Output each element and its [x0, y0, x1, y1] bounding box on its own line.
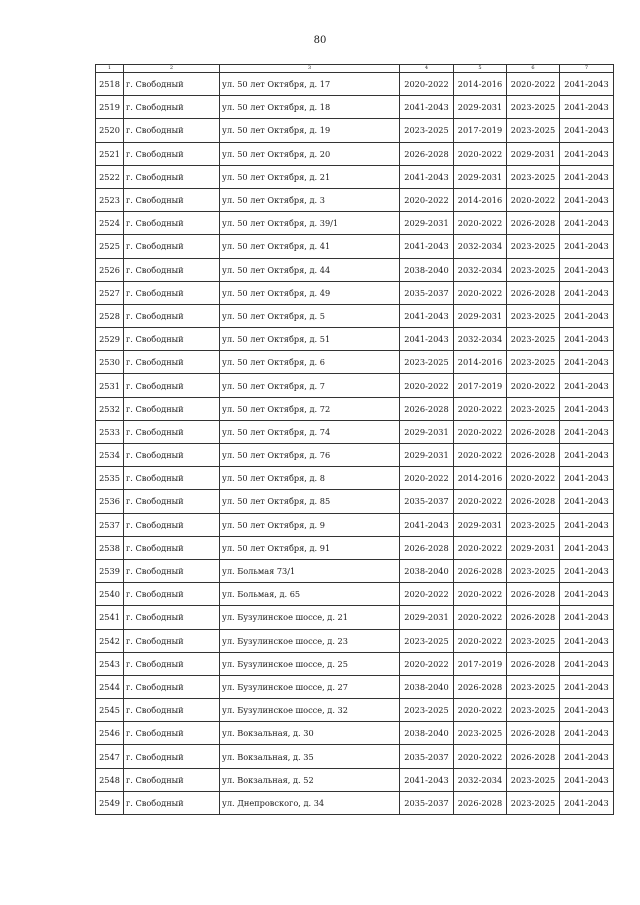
row-number: 2549	[96, 791, 124, 814]
city-cell: г. Свободный	[124, 119, 220, 142]
period-cell-6: 2026-2028	[507, 212, 560, 235]
period-cell-6: 2023-2025	[507, 629, 560, 652]
city-cell: г. Свободный	[124, 722, 220, 745]
address-cell: ул. 50 лет Октября, д. 21	[220, 165, 400, 188]
table-row	[96, 583, 614, 606]
period-cell-4: 2020-2022	[400, 652, 454, 675]
period-cell-7: 2041-2043	[560, 142, 614, 165]
row-number: 2544	[96, 675, 124, 698]
address-cell: ул. 50 лет Октября, д. 41	[220, 235, 400, 258]
address-cell: ул. Бузулинское шоссе, д. 21	[220, 606, 400, 629]
address-cell: ул. Бузулинское шоссе, д. 32	[220, 699, 400, 722]
row-number: 2547	[96, 745, 124, 768]
city-cell: г. Свободный	[124, 397, 220, 420]
table-row	[96, 328, 614, 351]
address-cell: ул. Больмая 73/1	[220, 559, 400, 582]
row-number: 2532	[96, 397, 124, 420]
table-row	[96, 351, 614, 374]
column-header: 5	[454, 65, 507, 73]
period-cell-7: 2041-2043	[560, 212, 614, 235]
address-cell: ул. 50 лет Октября, д. 49	[220, 281, 400, 304]
row-number: 2540	[96, 583, 124, 606]
address-cell: ул. Днепровского, д. 34	[220, 791, 400, 814]
period-cell-6: 2026-2028	[507, 745, 560, 768]
period-cell-7: 2041-2043	[560, 722, 614, 745]
period-cell-5: 2017-2019	[454, 652, 507, 675]
row-number: 2526	[96, 258, 124, 281]
city-cell: г. Свободный	[124, 73, 220, 96]
table-row	[96, 420, 614, 443]
period-cell-6: 2023-2025	[507, 397, 560, 420]
address-cell: ул. 50 лет Октября, д. 7	[220, 374, 400, 397]
table-row	[96, 768, 614, 791]
period-cell-6: 2023-2025	[507, 235, 560, 258]
period-cell-7: 2041-2043	[560, 583, 614, 606]
period-cell-7: 2041-2043	[560, 258, 614, 281]
period-cell-7: 2041-2043	[560, 652, 614, 675]
row-number: 2529	[96, 328, 124, 351]
period-cell-4: 2020-2022	[400, 583, 454, 606]
period-cell-7: 2041-2043	[560, 351, 614, 374]
address-cell: ул. 50 лет Октября, д. 72	[220, 397, 400, 420]
period-cell-7: 2041-2043	[560, 629, 614, 652]
period-cell-4: 2023-2025	[400, 629, 454, 652]
table-row	[96, 606, 614, 629]
table-row	[96, 791, 614, 814]
table-row	[96, 629, 614, 652]
period-cell-4: 2023-2025	[400, 351, 454, 374]
table-row	[96, 467, 614, 490]
table-row	[96, 304, 614, 327]
period-cell-5: 2020-2022	[454, 420, 507, 443]
city-cell: г. Свободный	[124, 559, 220, 582]
city-cell: г. Свободный	[124, 212, 220, 235]
period-cell-5: 2029-2031	[454, 165, 507, 188]
period-cell-4: 2041-2043	[400, 513, 454, 536]
row-number: 2522	[96, 165, 124, 188]
address-cell: ул. Вокзальная, д. 35	[220, 745, 400, 768]
period-cell-4: 2041-2043	[400, 235, 454, 258]
table-row	[96, 699, 614, 722]
period-cell-6: 2023-2025	[507, 675, 560, 698]
table-row	[96, 444, 614, 467]
table-row	[96, 559, 614, 582]
period-cell-6: 2023-2025	[507, 791, 560, 814]
address-cell: ул. Вокзальная, д. 30	[220, 722, 400, 745]
period-cell-7: 2041-2043	[560, 768, 614, 791]
address-cell: ул. Вокзальная, д. 52	[220, 768, 400, 791]
city-cell: г. Свободный	[124, 768, 220, 791]
city-cell: г. Свободный	[124, 304, 220, 327]
city-cell: г. Свободный	[124, 374, 220, 397]
address-cell: ул. 50 лет Октября, д. 18	[220, 96, 400, 119]
table-row	[96, 281, 614, 304]
period-cell-7: 2041-2043	[560, 119, 614, 142]
period-cell-7: 2041-2043	[560, 420, 614, 443]
period-cell-5: 2032-2034	[454, 258, 507, 281]
period-cell-7: 2041-2043	[560, 374, 614, 397]
period-cell-6: 2023-2025	[507, 559, 560, 582]
period-cell-4: 2038-2040	[400, 258, 454, 281]
table-row	[96, 188, 614, 211]
period-cell-5: 2023-2025	[454, 722, 507, 745]
period-cell-5: 2029-2031	[454, 513, 507, 536]
period-cell-5: 2020-2022	[454, 490, 507, 513]
period-cell-5: 2014-2016	[454, 188, 507, 211]
table-row	[96, 652, 614, 675]
period-cell-7: 2041-2043	[560, 397, 614, 420]
table-row	[96, 119, 614, 142]
column-header: 1	[96, 65, 124, 73]
city-cell: г. Свободный	[124, 490, 220, 513]
period-cell-5: 2032-2034	[454, 235, 507, 258]
period-cell-6: 2026-2028	[507, 281, 560, 304]
city-cell: г. Свободный	[124, 258, 220, 281]
period-cell-7: 2041-2043	[560, 675, 614, 698]
column-header: 4	[400, 65, 454, 73]
city-cell: г. Свободный	[124, 188, 220, 211]
period-cell-5: 2026-2028	[454, 559, 507, 582]
period-cell-5: 2020-2022	[454, 142, 507, 165]
row-number: 2543	[96, 652, 124, 675]
city-cell: г. Свободный	[124, 165, 220, 188]
period-cell-7: 2041-2043	[560, 536, 614, 559]
period-cell-6: 2023-2025	[507, 328, 560, 351]
table-row	[96, 235, 614, 258]
table-row	[96, 536, 614, 559]
period-cell-5: 2032-2034	[454, 328, 507, 351]
city-cell: г. Свободный	[124, 142, 220, 165]
city-cell: г. Свободный	[124, 745, 220, 768]
period-cell-7: 2041-2043	[560, 745, 614, 768]
period-cell-5: 2020-2022	[454, 606, 507, 629]
row-number: 2537	[96, 513, 124, 536]
row-number: 2545	[96, 699, 124, 722]
address-cell: ул. 50 лет Октября, д. 74	[220, 420, 400, 443]
row-number: 2525	[96, 235, 124, 258]
housing-repair-schedule-table	[95, 64, 614, 815]
period-cell-7: 2041-2043	[560, 559, 614, 582]
period-cell-5: 2020-2022	[454, 281, 507, 304]
row-number: 2534	[96, 444, 124, 467]
city-cell: г. Свободный	[124, 351, 220, 374]
city-cell: г. Свободный	[124, 675, 220, 698]
period-cell-6: 2023-2025	[507, 96, 560, 119]
row-number: 2520	[96, 119, 124, 142]
address-cell: ул. 50 лет Октября, д. 8	[220, 467, 400, 490]
period-cell-6: 2023-2025	[507, 165, 560, 188]
period-cell-4: 2035-2037	[400, 745, 454, 768]
period-cell-6: 2026-2028	[507, 722, 560, 745]
period-cell-5: 2020-2022	[454, 583, 507, 606]
address-cell: ул. 50 лет Октября, д. 5	[220, 304, 400, 327]
period-cell-5: 2017-2019	[454, 374, 507, 397]
period-cell-5: 2014-2016	[454, 467, 507, 490]
period-cell-4: 2029-2031	[400, 420, 454, 443]
period-cell-7: 2041-2043	[560, 304, 614, 327]
period-cell-6: 2023-2025	[507, 351, 560, 374]
row-number: 2527	[96, 281, 124, 304]
period-cell-5: 2026-2028	[454, 675, 507, 698]
city-cell: г. Свободный	[124, 467, 220, 490]
period-cell-4: 2035-2037	[400, 490, 454, 513]
table-row	[96, 397, 614, 420]
period-cell-5: 2020-2022	[454, 699, 507, 722]
address-cell: ул. 50 лет Октября, д. 19	[220, 119, 400, 142]
row-number: 2535	[96, 467, 124, 490]
row-number: 2523	[96, 188, 124, 211]
address-cell: ул. 50 лет Октября, д. 39/1	[220, 212, 400, 235]
period-cell-7: 2041-2043	[560, 467, 614, 490]
period-cell-4: 2029-2031	[400, 606, 454, 629]
period-cell-6: 2023-2025	[507, 304, 560, 327]
period-cell-5: 2020-2022	[454, 397, 507, 420]
city-cell: г. Свободный	[124, 583, 220, 606]
period-cell-4: 2029-2031	[400, 444, 454, 467]
period-cell-4: 2020-2022	[400, 73, 454, 96]
table-row	[96, 258, 614, 281]
city-cell: г. Свободный	[124, 629, 220, 652]
period-cell-7: 2041-2043	[560, 165, 614, 188]
period-cell-5: 2020-2022	[454, 212, 507, 235]
period-cell-4: 2023-2025	[400, 119, 454, 142]
period-cell-4: 2020-2022	[400, 188, 454, 211]
period-cell-6: 2023-2025	[507, 768, 560, 791]
period-cell-7: 2041-2043	[560, 606, 614, 629]
period-cell-5: 2032-2034	[454, 768, 507, 791]
address-cell: ул. 50 лет Октября, д. 51	[220, 328, 400, 351]
table-row	[96, 96, 614, 119]
column-header: 3	[220, 65, 400, 73]
period-cell-6: 2020-2022	[507, 467, 560, 490]
period-cell-7: 2041-2043	[560, 235, 614, 258]
row-number: 2536	[96, 490, 124, 513]
period-cell-7: 2041-2043	[560, 328, 614, 351]
period-cell-7: 2041-2043	[560, 791, 614, 814]
city-cell: г. Свободный	[124, 791, 220, 814]
row-number: 2530	[96, 351, 124, 374]
period-cell-4: 2026-2028	[400, 536, 454, 559]
period-cell-4: 2041-2043	[400, 304, 454, 327]
period-cell-4: 2020-2022	[400, 374, 454, 397]
period-cell-6: 2023-2025	[507, 258, 560, 281]
period-cell-7: 2041-2043	[560, 699, 614, 722]
table-row	[96, 513, 614, 536]
period-cell-7: 2041-2043	[560, 444, 614, 467]
period-cell-4: 2041-2043	[400, 96, 454, 119]
address-cell: ул. Больмая, д. 65	[220, 583, 400, 606]
period-cell-6: 2029-2031	[507, 536, 560, 559]
period-cell-7: 2041-2043	[560, 490, 614, 513]
address-cell: ул. 50 лет Октября, д. 17	[220, 73, 400, 96]
row-number: 2541	[96, 606, 124, 629]
city-cell: г. Свободный	[124, 420, 220, 443]
table-row	[96, 165, 614, 188]
city-cell: г. Свободный	[124, 281, 220, 304]
address-cell: ул. 50 лет Октября, д. 44	[220, 258, 400, 281]
address-cell: ул. 50 лет Октября, д. 76	[220, 444, 400, 467]
period-cell-7: 2041-2043	[560, 281, 614, 304]
row-number: 2521	[96, 142, 124, 165]
period-cell-7: 2041-2043	[560, 188, 614, 211]
period-cell-4: 2041-2043	[400, 328, 454, 351]
period-cell-6: 2026-2028	[507, 606, 560, 629]
row-number: 2524	[96, 212, 124, 235]
period-cell-5: 2014-2016	[454, 351, 507, 374]
table-row	[96, 73, 614, 96]
column-header: 7	[560, 65, 614, 73]
row-number: 2533	[96, 420, 124, 443]
period-cell-5: 2020-2022	[454, 444, 507, 467]
row-number: 2531	[96, 374, 124, 397]
table-row	[96, 212, 614, 235]
period-cell-4: 2035-2037	[400, 281, 454, 304]
city-cell: г. Свободный	[124, 235, 220, 258]
address-cell: ул. 50 лет Октября, д. 91	[220, 536, 400, 559]
city-cell: г. Свободный	[124, 444, 220, 467]
period-cell-5: 2020-2022	[454, 629, 507, 652]
period-cell-4: 2029-2031	[400, 212, 454, 235]
address-cell: ул. Бузулинское шоссе, д. 25	[220, 652, 400, 675]
period-cell-6: 2020-2022	[507, 188, 560, 211]
period-cell-6: 2023-2025	[507, 119, 560, 142]
period-cell-7: 2041-2043	[560, 513, 614, 536]
city-cell: г. Свободный	[124, 328, 220, 351]
column-header: 6	[507, 65, 560, 73]
period-cell-5: 2026-2028	[454, 791, 507, 814]
period-cell-4: 2038-2040	[400, 675, 454, 698]
city-cell: г. Свободный	[124, 96, 220, 119]
table-body	[96, 65, 614, 815]
period-cell-5: 2014-2016	[454, 73, 507, 96]
address-cell: ул. 50 лет Октября, д. 6	[220, 351, 400, 374]
row-number: 2519	[96, 96, 124, 119]
period-cell-6: 2023-2025	[507, 699, 560, 722]
period-cell-5: 2017-2019	[454, 119, 507, 142]
period-cell-7: 2041-2043	[560, 96, 614, 119]
row-number: 2538	[96, 536, 124, 559]
period-cell-6: 2026-2028	[507, 652, 560, 675]
table-row	[96, 490, 614, 513]
address-cell: ул. 50 лет Октября, д. 9	[220, 513, 400, 536]
table-row	[96, 675, 614, 698]
period-cell-6: 2026-2028	[507, 420, 560, 443]
period-cell-4: 2041-2043	[400, 768, 454, 791]
row-number: 2518	[96, 73, 124, 96]
address-cell: ул. 50 лет Октября, д. 20	[220, 142, 400, 165]
period-cell-6: 2026-2028	[507, 583, 560, 606]
row-number: 2528	[96, 304, 124, 327]
period-cell-4: 2023-2025	[400, 699, 454, 722]
city-cell: г. Свободный	[124, 699, 220, 722]
table-row	[96, 745, 614, 768]
address-cell: ул. Бузулинское шоссе, д. 23	[220, 629, 400, 652]
period-cell-4: 2026-2028	[400, 397, 454, 420]
period-cell-6: 2026-2028	[507, 490, 560, 513]
period-cell-4: 2038-2040	[400, 559, 454, 582]
period-cell-5: 2029-2031	[454, 304, 507, 327]
city-cell: г. Свободный	[124, 606, 220, 629]
period-cell-6: 2020-2022	[507, 73, 560, 96]
period-cell-5: 2020-2022	[454, 745, 507, 768]
city-cell: г. Свободный	[124, 536, 220, 559]
column-number-header-row	[96, 65, 614, 73]
period-cell-6: 2020-2022	[507, 374, 560, 397]
address-cell: ул. 50 лет Октября, д. 3	[220, 188, 400, 211]
city-cell: г. Свободный	[124, 652, 220, 675]
column-header: 2	[124, 65, 220, 73]
period-cell-4: 2026-2028	[400, 142, 454, 165]
period-cell-6: 2023-2025	[507, 513, 560, 536]
period-cell-6: 2026-2028	[507, 444, 560, 467]
row-number: 2542	[96, 629, 124, 652]
table-row	[96, 374, 614, 397]
address-cell: ул. 50 лет Октября, д. 85	[220, 490, 400, 513]
table-row	[96, 722, 614, 745]
period-cell-6: 2029-2031	[507, 142, 560, 165]
period-cell-5: 2029-2031	[454, 96, 507, 119]
period-cell-5: 2020-2022	[454, 536, 507, 559]
table-row	[96, 142, 614, 165]
period-cell-4: 2020-2022	[400, 467, 454, 490]
period-cell-4: 2041-2043	[400, 165, 454, 188]
period-cell-4: 2035-2037	[400, 791, 454, 814]
period-cell-4: 2038-2040	[400, 722, 454, 745]
city-cell: г. Свободный	[124, 513, 220, 536]
row-number: 2546	[96, 722, 124, 745]
page-number: 80	[313, 35, 327, 46]
row-number: 2548	[96, 768, 124, 791]
period-cell-7: 2041-2043	[560, 73, 614, 96]
row-number: 2539	[96, 559, 124, 582]
address-cell: ул. Бузулинское шоссе, д. 27	[220, 675, 400, 698]
